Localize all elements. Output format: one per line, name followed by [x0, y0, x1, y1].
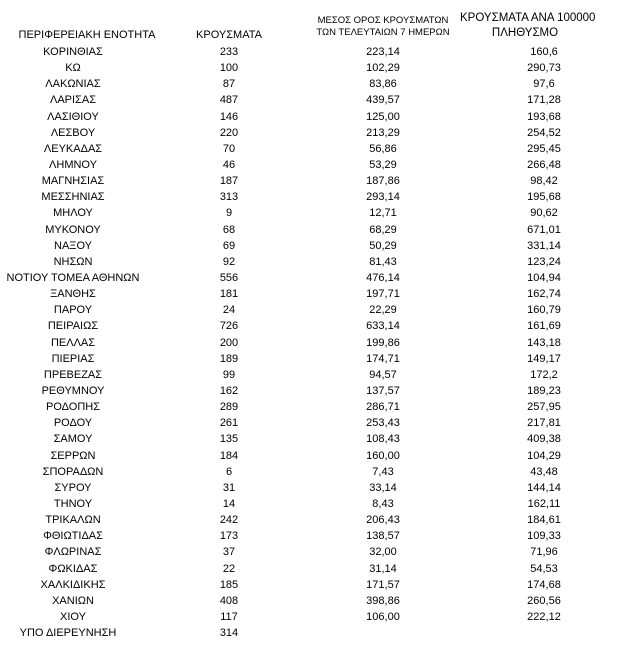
cases-cell: 68	[222, 223, 236, 236]
cases-cell: 726	[219, 320, 239, 333]
table-row	[0, 335, 643, 351]
seven-day-average-cell: 439,57	[366, 94, 400, 107]
rate-per-100000-cell: 295,45	[527, 142, 561, 155]
rate-per-100000-cell: 71,96	[530, 546, 558, 559]
seven-day-average-cell: 206,43	[366, 514, 400, 527]
rate-per-100000-cell: 109,33	[527, 530, 561, 543]
rate-per-100000-cell: 189,23	[527, 384, 561, 397]
rate-per-100000-cell: 97,6	[533, 78, 555, 91]
table-row	[0, 528, 643, 544]
table-row	[0, 415, 643, 431]
region-cell: ΥΠΟ ΔΙΕΡΕΥΝΗΣΗ	[19, 627, 117, 640]
seven-day-average-cell: 286,71	[366, 401, 400, 414]
seven-day-average-cell: 22,29	[369, 304, 397, 317]
cases-cell: 6	[225, 465, 233, 478]
table-row	[0, 383, 643, 399]
region-cell: ΛΑΚΩΝΙΑΣ	[45, 78, 101, 91]
cases-cell: 46	[222, 158, 236, 171]
rate-per-100000-cell: 143,18	[527, 336, 561, 349]
cases-cell: 233	[219, 46, 239, 58]
table-row	[0, 544, 643, 560]
table-row	[0, 238, 643, 254]
region-cell: ΜΑΓΝΗΣΙΑΣ	[41, 175, 105, 188]
cases-cell: 184	[219, 449, 239, 462]
cases-cell: 242	[219, 514, 239, 527]
rate-per-100000-cell: 266,48	[527, 158, 561, 171]
cases-cell: 187	[219, 175, 239, 188]
rate-per-100000-cell: 290,73	[527, 62, 561, 75]
cases-cell: 487	[219, 94, 239, 107]
cases-cell: 100	[219, 62, 239, 75]
region-cell: ΜΕΣΣΗΝΙΑΣ	[41, 191, 105, 204]
cases-cell: 556	[219, 271, 239, 284]
seven-day-average-cell: 33,14	[369, 481, 397, 494]
rate-per-100000-cell: 409,38	[527, 433, 561, 446]
rate-per-100000-cell: 160,6	[530, 46, 558, 58]
seven-day-average-cell: 476,14	[366, 271, 400, 284]
region-cell: ΦΩΚΙΔΑΣ	[48, 562, 98, 575]
region-cell: ΠΑΡΟΥ	[53, 304, 93, 317]
seven-day-average-cell: 187,86	[366, 175, 400, 188]
cases-cell: 146	[219, 110, 239, 123]
table-row	[0, 205, 643, 221]
region-cell: ΡΟΔΟΠΗΣ	[45, 401, 101, 414]
cases-cell: 69	[222, 239, 236, 252]
cases-cell: 117	[220, 610, 238, 623]
region-cell: ΛΕΣΒΟΥ	[50, 126, 96, 139]
table-row	[0, 625, 643, 641]
table-row	[0, 577, 643, 593]
region-cell: ΝΗΣΩΝ	[53, 255, 93, 268]
rate-per-100000-cell: 104,29	[527, 449, 561, 462]
rate-per-100000-cell: 171,28	[527, 94, 561, 107]
seven-day-average-cell: 199,86	[366, 336, 400, 349]
header-seven-day-average	[306, 15, 460, 39]
cases-cell: 314	[219, 627, 239, 640]
seven-day-average-cell: 108,43	[366, 433, 400, 446]
region-cell: ΧΑΝΙΩΝ	[52, 594, 94, 607]
header-avg-line1: ΜΕΣΟΣ ΟΡΟΣ ΚΡΟΥΣΜΑΤΩΝ	[317, 15, 449, 26]
seven-day-average-cell: 94,57	[369, 368, 397, 381]
table-row	[0, 399, 643, 415]
header-cases-per-100000	[460, 11, 596, 41]
seven-day-average-cell: 398,86	[366, 594, 400, 607]
table-row	[0, 173, 643, 189]
rate-per-100000-cell: 257,95	[527, 401, 561, 414]
rate-per-100000-cell: 193,68	[527, 110, 561, 123]
rate-per-100000-cell: 144,14	[527, 481, 561, 494]
region-cell: ΚΩ	[65, 62, 81, 75]
region-cell: ΛΗΜΝΟΥ	[49, 158, 97, 171]
table-row	[0, 60, 643, 76]
cases-cell: 87	[222, 78, 236, 91]
table-row	[0, 109, 643, 125]
region-cell: ΝΟΤΙΟΥ ΤΟΜΕΑ ΑΘΗΝΩΝ	[6, 271, 140, 284]
cases-cell: 185	[219, 578, 239, 591]
region-cell: ΛΑΡΙΣΑΣ	[49, 94, 96, 107]
seven-day-average-cell: 68,29	[369, 223, 397, 236]
table-row	[0, 125, 643, 141]
rate-per-100000-cell: 331,14	[527, 239, 561, 252]
seven-day-average-cell: 125,00	[366, 110, 400, 123]
seven-day-average-cell: 160,00	[366, 449, 400, 462]
table-row	[0, 44, 643, 60]
region-cell: ΧΙΟΥ	[60, 610, 86, 623]
table-row	[0, 351, 643, 367]
header-region: ΠΕΡΙΦΕΡΕΙΑΚΗ ΕΝΟΤΗΤΑ	[18, 29, 156, 41]
table-row	[0, 189, 643, 205]
rate-per-100000-cell: 162,74	[527, 288, 561, 301]
seven-day-average-cell: 81,43	[369, 255, 397, 268]
table-row	[0, 496, 643, 512]
cases-cell: 261	[219, 417, 239, 430]
rate-per-100000-cell: 90,62	[530, 207, 558, 220]
seven-day-average-cell: 223,14	[366, 46, 400, 58]
region-cell: ΣΑΜΟΥ	[53, 433, 93, 446]
seven-day-average-cell: 293,14	[366, 191, 400, 204]
rate-per-100000-cell: 98,42	[530, 175, 558, 188]
rate-per-100000-cell: 671,01	[527, 223, 561, 236]
table-row	[0, 480, 643, 496]
table-row	[0, 431, 643, 447]
rate-per-100000-cell: 123,24	[527, 255, 561, 268]
region-cell: ΡΕΘΥΜΝΟΥ	[41, 384, 105, 397]
region-cell: ΛΕΥΚΑΔΑΣ	[43, 142, 103, 155]
header-cases: ΚΡΟΥΣΜΑΤΑ	[196, 29, 262, 41]
region-cell: ΛΑΣΙΘΙΟΥ	[47, 110, 99, 123]
region-cell: ΣΕΡΡΩΝ	[50, 449, 96, 462]
region-cell: ΠΕΙΡΑΙΩΣ	[47, 320, 99, 333]
region-cell: ΣΥΡΟΥ	[54, 481, 92, 494]
header-rate-line1: ΚΡΟΥΣΜΑΤΑ ΑΝΑ 100000	[460, 12, 596, 24]
cases-cell: 162	[219, 384, 239, 397]
region-cell: ΜΗΛΟΥ	[53, 207, 93, 220]
region-cell: ΡΟΔΟΥ	[53, 417, 93, 430]
cases-cell: 9	[225, 207, 233, 220]
cases-cell: 313	[219, 191, 239, 204]
rate-per-100000-cell: 162,11	[527, 497, 561, 510]
seven-day-average-cell: 102,29	[366, 62, 400, 75]
seven-day-average-cell: 213,29	[366, 126, 400, 139]
rate-per-100000-cell: 43,48	[530, 465, 558, 478]
region-cell: ΤΗΝΟΥ	[53, 497, 93, 510]
rate-per-100000-cell: 222,12	[527, 610, 561, 623]
rate-per-100000-cell: 260,56	[527, 594, 561, 607]
table-header	[0, 0, 643, 44]
seven-day-average-cell: 56,86	[369, 142, 397, 155]
cases-cell: 24	[222, 304, 236, 317]
cases-cell: 31	[222, 481, 236, 494]
table-row	[0, 302, 643, 318]
seven-day-average-cell: 31,14	[369, 562, 397, 575]
region-cell: ΞΑΝΘΗΣ	[50, 288, 96, 301]
rate-per-100000-cell: 149,17	[527, 352, 561, 365]
rate-per-100000-cell: 161,69	[527, 320, 561, 333]
region-cell: ΠΙΕΡΙΑΣ	[51, 352, 95, 365]
cases-cell: 37	[222, 546, 236, 559]
cases-cell: 181	[219, 288, 239, 301]
cases-cell: 99	[222, 368, 236, 381]
table-row	[0, 367, 643, 383]
rate-per-100000-cell: 104,94	[527, 271, 561, 284]
seven-day-average-cell: 8,43	[372, 497, 394, 510]
cases-cell: 189	[219, 352, 239, 365]
table-row	[0, 254, 643, 270]
rate-per-100000-cell: 184,61	[527, 514, 561, 527]
region-cell: ΝΑΞΟΥ	[54, 239, 92, 252]
region-cell: ΠΡΕΒΕΖΑΣ	[43, 368, 103, 381]
table-row	[0, 561, 643, 577]
seven-day-average-cell: 171,57	[366, 578, 400, 591]
cases-cell: 135	[219, 433, 239, 446]
rate-per-100000-cell: 54,53	[530, 562, 558, 575]
table-row	[0, 92, 643, 108]
table-row	[0, 157, 643, 173]
seven-day-average-cell: 137,57	[366, 384, 400, 397]
table-row	[0, 270, 643, 286]
seven-day-average-cell: 32,00	[369, 546, 397, 559]
table-row	[0, 222, 643, 238]
region-cell: ΜΥΚΟΝΟΥ	[45, 223, 101, 236]
cases-cell: 70	[222, 142, 236, 155]
region-cell: ΠΕΛΛΑΣ	[50, 336, 96, 349]
rate-per-100000-cell: 195,68	[527, 191, 561, 204]
region-cell: ΣΠΟΡΑΔΩΝ	[42, 465, 104, 478]
region-cell: ΤΡΙΚΑΛΩΝ	[45, 514, 101, 527]
table-row	[0, 318, 643, 334]
cases-cell: 220	[219, 126, 239, 139]
rate-per-100000-cell: 174,68	[527, 578, 561, 591]
seven-day-average-cell: 7,43	[372, 465, 394, 478]
region-cell: ΦΘΙΩΤΙΔΑΣ	[43, 530, 103, 543]
rate-per-100000-cell: 217,81	[527, 417, 561, 430]
seven-day-average-cell: 633,14	[366, 320, 400, 333]
cases-cell: 22	[222, 562, 236, 575]
rate-per-100000-cell: 254,52	[527, 126, 561, 139]
table-row	[0, 609, 643, 625]
cases-cell: 408	[219, 594, 239, 607]
cases-cell: 173	[219, 530, 239, 543]
seven-day-average-cell: 174,71	[366, 352, 400, 365]
region-cell: ΦΛΩΡΙΝΑΣ	[44, 546, 102, 559]
cases-cell: 14	[222, 497, 236, 510]
table-body	[0, 44, 643, 641]
cases-cell: 200	[219, 336, 239, 349]
seven-day-average-cell: 12,71	[369, 207, 397, 220]
rate-per-100000-cell: 172,2	[530, 368, 558, 381]
seven-day-average-cell: 83,86	[369, 78, 397, 91]
seven-day-average-cell: 253,43	[366, 417, 400, 430]
seven-day-average-cell: 106,00	[366, 610, 400, 623]
table-row	[0, 286, 643, 302]
table-row	[0, 141, 643, 157]
table-row	[0, 448, 643, 464]
rate-per-100000-cell: 160,79	[527, 304, 561, 317]
table-row	[0, 76, 643, 92]
cases-cell: 92	[222, 255, 236, 268]
header-avg-line2: ΤΩΝ ΤΕΛΕΥΤΑΙΩΝ 7 ΗΜΕΡΩΝ	[316, 27, 450, 38]
cases-cell: 289	[219, 401, 239, 414]
seven-day-average-cell: 138,57	[366, 530, 400, 543]
table-row	[0, 464, 643, 480]
table-row	[0, 593, 643, 609]
seven-day-average-cell: 53,29	[369, 158, 397, 171]
table-row	[0, 512, 643, 528]
seven-day-average-cell: 197,71	[366, 288, 400, 301]
seven-day-average-cell: 50,29	[369, 239, 397, 252]
header-rate-line2: ΠΛΗΘΥΣΜΟ	[491, 27, 559, 39]
region-cell: ΧΑΛΚΙΔΙΚΗΣ	[40, 578, 106, 591]
region-cell: ΚΟΡΙΝΘΙΑΣ	[43, 46, 103, 58]
